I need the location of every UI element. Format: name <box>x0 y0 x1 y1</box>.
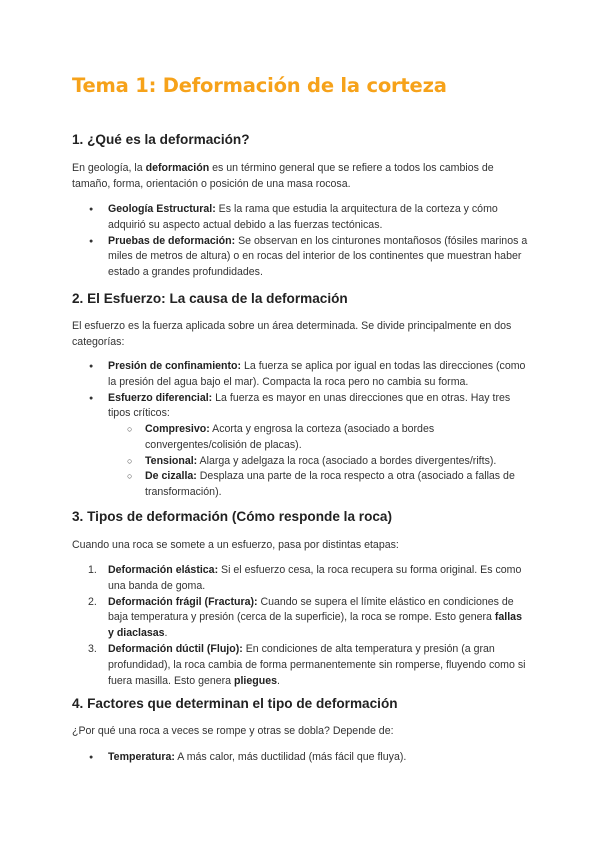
section-2-heading: 2. El Esfuerzo: La causa de la deformación <box>72 291 348 306</box>
section-3-list <box>0 563 526 689</box>
sub-list-item: ○ De cizalla: Desplaza una parte de la roca respecto a otra (asociado a fallas de transformación). <box>145 469 528 501</box>
list-item: 3. Deformación dúctil (Flujo): En condiciones de alta temperatura y presión (a gran profundidad), la roca cambia de forma permanentemente sin romperse, fluyendo como si fuera masilla. Esto genera pliegues. <box>88 642 526 687</box>
section-2-sublist <box>0 422 515 501</box>
list-item: ● Esfuerzo diferencial: La fuerza es mayor en unas direcciones que en otras. Hay tres tipos críticos: <box>108 391 528 423</box>
list-item: ● Pruebas de deformación: Se observan en los cinturones montañosos (fósiles marinos a miles de metros de altura) o en rocas del interior de los continentes que muestran haber estado a grandes profundidades. <box>108 234 528 281</box>
list-item: 1. Deformación elástica: Si el esfuerzo cesa, la roca recupera su forma original. Es como una banda de goma. <box>88 564 522 592</box>
section-4-heading: 4. Factores que determinan el tipo de deformación <box>72 696 398 711</box>
list-item: ● Geología Estructural: Es la rama que estudia la arquitectura de la corteza y cómo adquirió su aspecto actual debido a las fuerzas tectónicas. <box>108 202 528 234</box>
section-3-intro: Cuando una roca se somete a un esfuerzo, pasa por distintas etapas: <box>72 539 399 551</box>
section-1-heading: 1. ¿Qué es la deformación? <box>72 132 250 147</box>
list-item: ● Temperatura: A más calor, más ductilidad (más fácil que fluya). <box>108 750 528 766</box>
section-1-list <box>0 202 528 281</box>
sub-list-item: ○ Tensional: Alarga y adelgaza la roca (asociado a bordes divergentes/rifts). <box>145 454 528 470</box>
sub-list-item: ○ Compresivo: Acorta y engrosa la corteza (asociado a bordes convergentes/colisión de placas). <box>145 422 528 454</box>
list-item: ● Presión de confinamiento: La fuerza se aplica por igual en todas las direcciones (como la presión del agua bajo el mar). Compacta la roca pero no cambia su forma. <box>108 359 528 391</box>
list-item: 2. Deformación frágil (Fractura): Cuando se supera el límite elástico en condiciones de baja temperatura y presión (cerca de la superficie), la roca se rompe. Esto genera fallas y diaclasas. <box>88 595 522 640</box>
document-title: Tema 1: Deformación de la corteza <box>72 74 447 97</box>
section-1-intro: En geología, la deformación es un término general que se refiere a todos los cambios de tamaño, forma, orientación o posición de una masa rocosa. <box>72 162 494 190</box>
section-2-intro: El esfuerzo es la fuerza aplicada sobre un área determinada. Se divide principalmente en dos categorías: <box>72 320 512 348</box>
section-3-heading: 3. Tipos de deformación (Cómo responde la roca) <box>72 509 393 524</box>
section-4-list <box>0 750 420 766</box>
section-2-list <box>0 359 526 422</box>
section-4-intro: ¿Por qué una roca a veces se rompe y otras se dobla? Depende de: <box>72 725 394 737</box>
